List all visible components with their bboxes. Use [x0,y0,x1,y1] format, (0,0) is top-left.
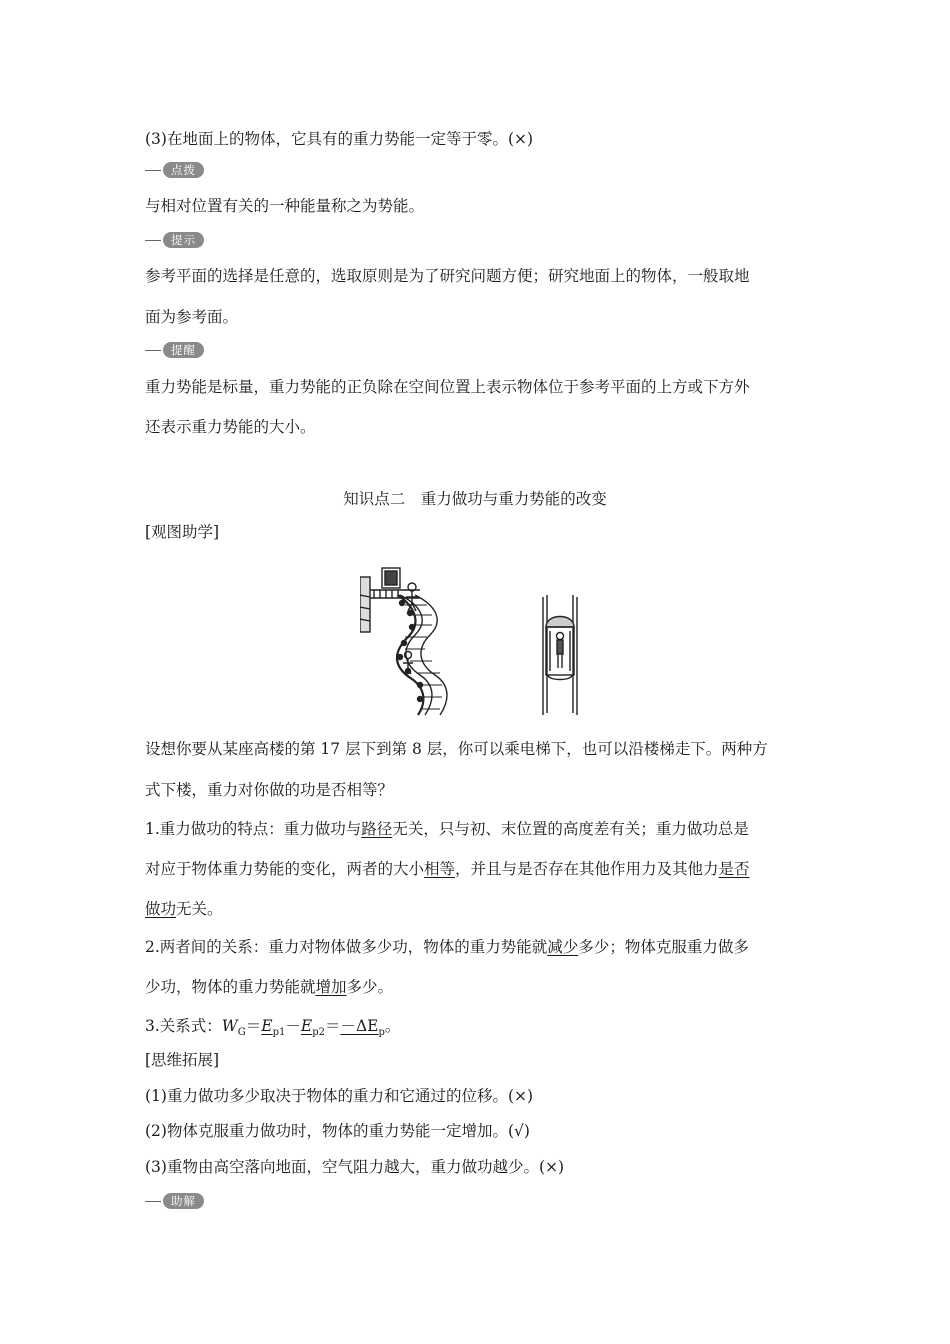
tishi-text-2: 面为参考面。 [145,308,239,326]
answer-lujing: 路径 [361,820,393,838]
tag-label: 助解 [163,1193,204,1209]
point-1-line-2: 对应于物体重力势能的变化，两者的大小相等，并且与是否存在其他作用力及其他力是否 [145,860,750,878]
elevator-drawing [543,595,577,715]
tag-dash [145,350,161,351]
tag-tishi [145,232,204,248]
question-text-1: 设想你要从某座高楼的第 17 层下到第 8 层，你可以乘电梯下，也可以沿楼梯走下。两种方 [145,740,768,758]
point-2-line-1: 2.两者间的关系：重力对物体做多少功，物体的重力势能就减少多少；物体克服重力做多 [145,938,749,956]
siwei-label: [思维拓展] [145,1051,220,1069]
point-1-line-1: 1.重力做功的特点：重力做功与路径无关，只与初、末位置的高度差有关；重力做功总是 [145,820,749,838]
answer-ep2: $E_{p2}$ [300,1017,325,1039]
point-2-line-2: 少功，物体的重力势能就增加多少。 [145,978,394,996]
answer-zengjia: 增加 [315,978,347,996]
dianbo-text: 与相对位置有关的一种能量称之为势能。 [145,197,425,215]
answer-shifou: 是否 [718,860,750,878]
tag-dash [145,1201,161,1202]
tag-label: 提醒 [163,342,204,358]
tag-dash [145,170,161,171]
staircase-drawing [360,568,447,715]
tishi-text-1: 参考平面的选择是任意的，选取原则是为了研究问题方便；研究地面上的物体，一般取地 [145,267,750,285]
statement-3: (3)在地面上的物体，它具有的重力势能一定等于零。(×) [145,130,534,148]
answer-delta-ep: $-\Delta E_p$ [340,1017,385,1039]
answer-xiangdeng: 相等 [424,860,456,878]
stairs-elevator-illustration [360,565,590,717]
answer-jianshao: 减少 [547,938,579,956]
point-1-line-3: 做功无关。 [145,900,223,918]
guantu-label: [观图助学] [145,523,220,541]
tag-dash [145,240,161,241]
tag-label: 提示 [163,232,204,248]
point-3-formula: 3.关系式：$W_G=E_{p1}-E_{p2}=-\Delta E_p$。 [145,1017,401,1039]
answer-ep1: $E_{p1}$ [261,1017,286,1039]
question-text-2: 式下楼，重力对你做的功是否相等？ [145,781,394,799]
tag-label: 点拨 [163,162,204,178]
siwei-item-1: (1)重力做功多少取决于物体的重力和它通过的位移。(×) [145,1087,534,1105]
answer-zuogong: 做功 [145,900,177,918]
tixing-text-1: 重力势能是标量，重力势能的正负除在空间位置上表示物体位于参考平面的上方或下方外 [145,378,750,396]
siwei-item-3: (3)重物由高空落向地面，空气阻力越大，重力做功越少。(×) [145,1158,565,1176]
tixing-text-2: 还表示重力势能的大小。 [145,418,316,436]
section-heading: 知识点二 重力做功与重力势能的改变 [343,490,607,508]
tag-zhujie [145,1193,204,1209]
tag-dianbo [145,162,204,178]
siwei-item-2: (2)物体克服重力做功时，物体的重力势能一定增加。(√) [145,1122,530,1140]
tag-tixing [145,342,204,358]
